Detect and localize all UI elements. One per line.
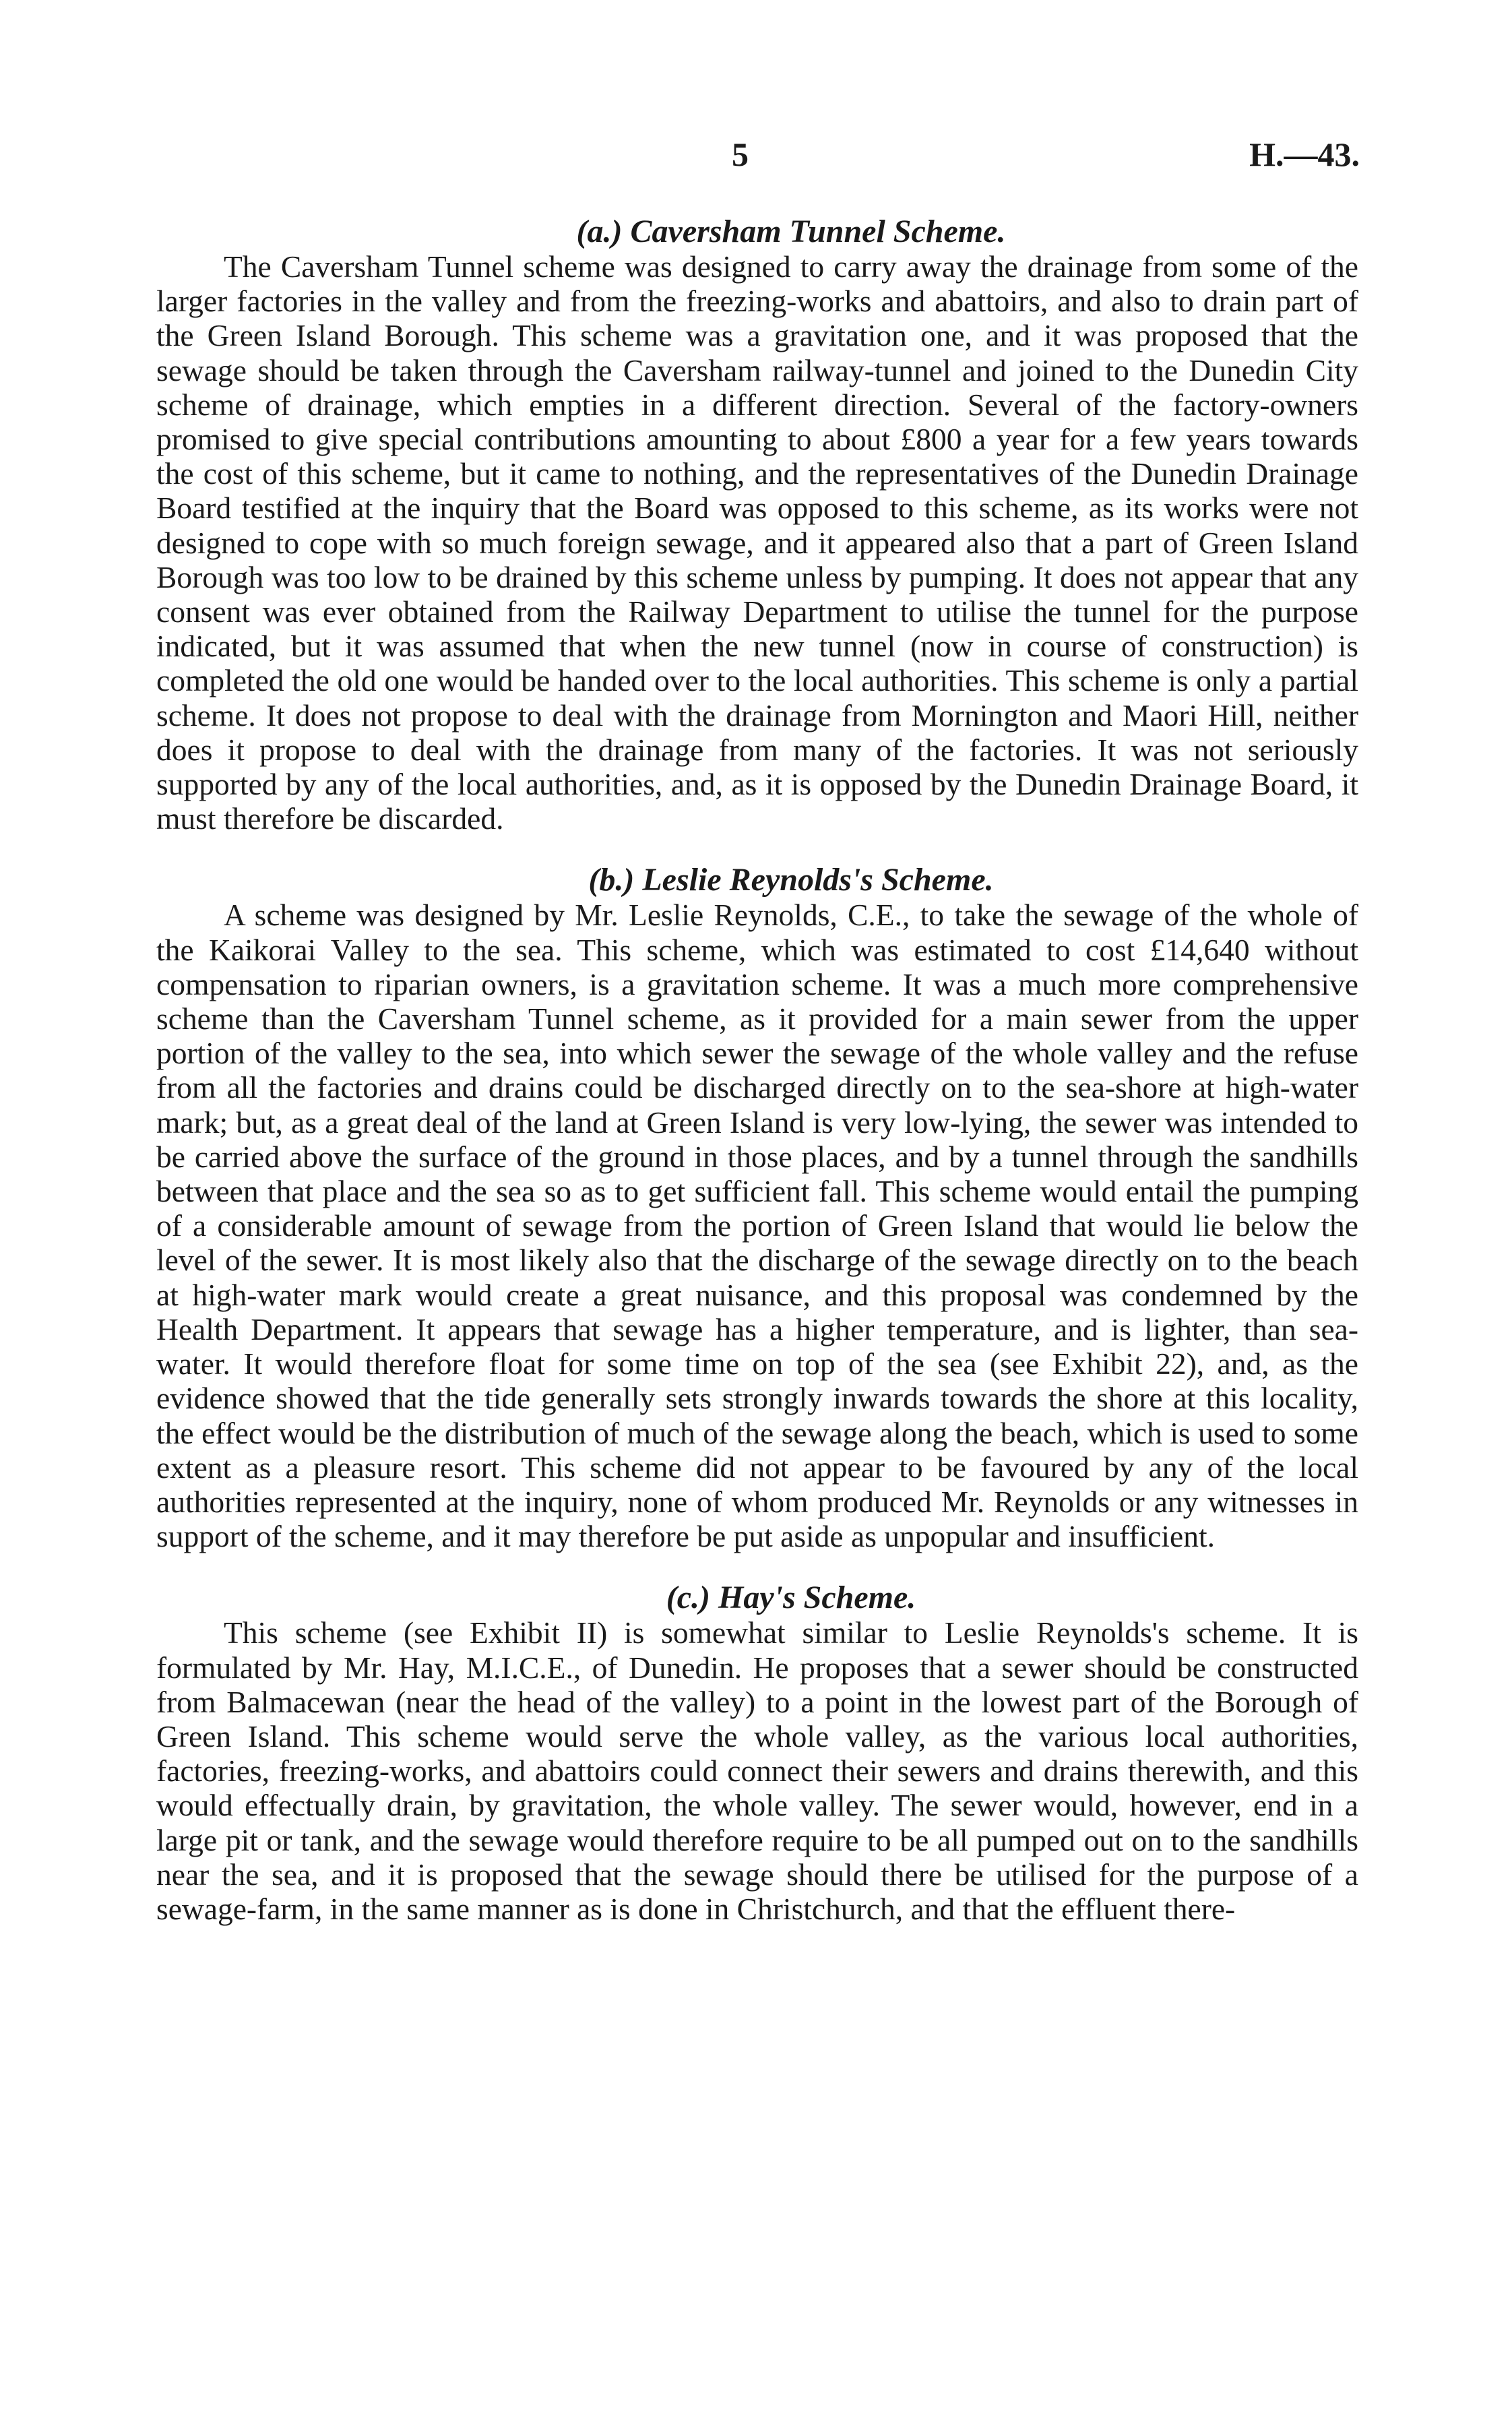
page-header — [0, 135, 1512, 189]
section-paragraph: A scheme was designed by Mr. Leslie Reynolds, C.E., to take the sewage of the whole of the Kaikorai Valley to the sea. This scheme, which was estimated to cost £14,640 without compensation to riparian owners, is a gravitation scheme. It was a much more comprehensive scheme than the Caversham Tunnel scheme, as it provided for a main sewer from the upper portion of the valley to the sea, into which sewer the sewage of the whole valley and the refuse from all the factories and drains could be discharged directly on to the sea-shore at high-water mark; but, as a great deal of the land at Green Island is very low-lying, the sewer was intended to be carried above the surface of the ground in those places, and by a tunnel through the sandhills between that place and the sea so as to get sufficient fall. This scheme would entail the pumping of a considerable amount of sewage from the portion of Green Island that would lie below the level of the sewer. It is most likely also that the discharge of the sewage directly on to the beach at high-water mark would create a great nuisance, and this proposal was condemned by the Health Department. It appears that sewage has a higher temperature, and is lighter, than sea-water. It would therefore float for some time on top of the sea (see Exhibit 22), and, as the evidence showed that the tide generally sets strongly inwards towards the shore at this locality, the effect would be the distribution of much of the sewage along the beach, which is used to some extent as a pleasure resort. This scheme did not appear to be favoured by any of the local authorities represented at the inquiry, none of whom produced Mr. Reynolds or any witnesses in support of the scheme, and it may therefore be put aside as unpopular and insufficient. — [156, 898, 1358, 1554]
section-heading: (a.) Caversham Tunnel Scheme. — [576, 214, 1006, 249]
page-number: 5 — [732, 135, 749, 173]
section-heading: (b.) Leslie Reynolds's Scheme. — [588, 862, 994, 898]
section-heading: (c.) Hay's Scheme. — [666, 1580, 916, 1616]
section-paragraph: The Caversham Tunnel scheme was designed to carry away the drainage from some of the larger factories in the valley and from the freezing-works and abattoirs, and also to drain part of the Green Island Borough. This scheme was a gravitation one, and it was proposed that the sewage should be taken through the Caversham railway-tunnel and joined to the Dunedin City scheme of drainage, which empties in a different direction. Several of the factory-owners promised to give special contributions amounting to about £800 a year for a few years towards the cost of this scheme, but it came to nothing, and the representatives of the Dunedin Drainage Board testified at the inquiry that the Board was opposed to this scheme, as its works were not designed to cope with so much foreign sewage, and it appeared also that a part of Green Island Borough was too low to be drained by this scheme unless by pumping. It does not appear that any consent was ever obtained from the Railway Department to utilise the tunnel for the purpose indicated, but it was assumed that when the new tunnel (now in course of construction) is completed the old one would be handed over to the local authorities. This scheme is only a partial scheme. It does not propose to deal with the drainage from Mornington and Maori Hill, neither does it propose to deal with the drainage from many of the factories. It was not seriously supported by any of the local authorities, and, as it is opposed by the Dunedin Drainage Board, it must therefore be discarded. — [156, 249, 1358, 836]
section-hay — [156, 1580, 1358, 1926]
paper-reference: H.—43. — [1249, 135, 1360, 173]
section-caversham-tunnel — [156, 214, 1358, 836]
section-leslie-reynolds — [156, 863, 1358, 1553]
section-paragraph: This scheme (see Exhibit II) is somewhat similar to Leslie Reynolds's scheme. It is formulated by Mr. Hay, M.I.C.E., of Dunedin. He proposes that a sewer should be constructed from Balmacewan (near the head of the valley) to a point in the lowest part of the Borough of Green Island. This scheme would serve the whole valley, as the various local authorities, factories, freezing-works, and abattoirs could connect their sewers and drains therewith, and this would effectually drain, by gravitation, the whole valley. The sewer would, however, end in a large pit or tank, and the sewage would therefore require to be all pumped out on to the sandhills near the sea, and it is proposed that the sewage should there be utilised for the purpose of a sewage-farm, in the same manner as is done in Christchurch, and that the effluent there- — [156, 1615, 1358, 1926]
document-body — [156, 214, 1358, 1926]
